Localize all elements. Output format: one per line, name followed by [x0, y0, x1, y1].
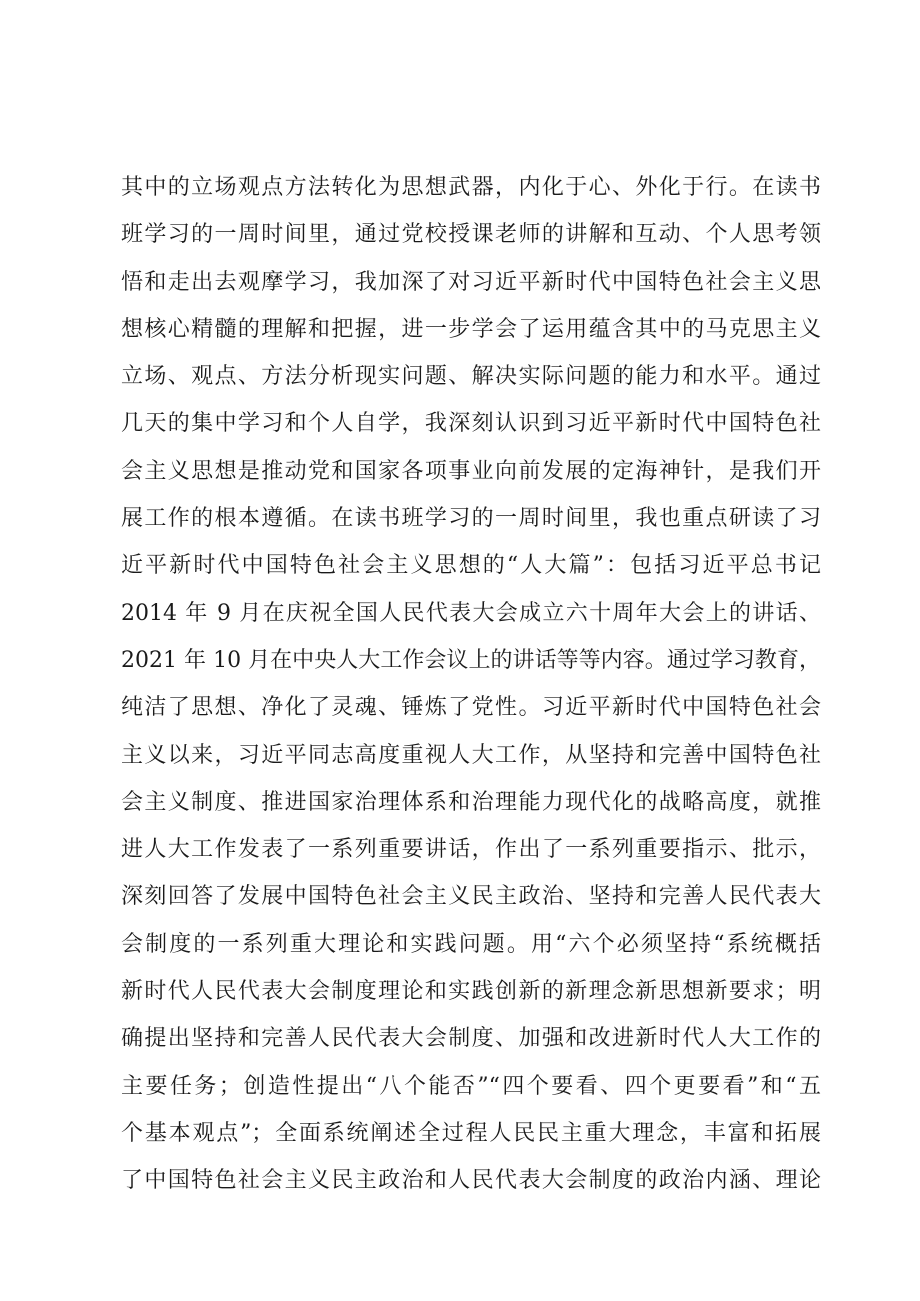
text-line: 展工作的根本遵循。在读书班学习的一周时间里，我也重点研读了习	[121, 506, 821, 532]
text-line: 会制度的一系列重大理论和实践问题。用“六个必须坚持“系统概括	[121, 931, 821, 957]
text-line: 立场、观点、方法分析现实问题、解决实际问题的能力和水平。通过	[121, 364, 821, 390]
text-line: 其中的立场观点方法转化为思想武器，内化于心、外化于行。在读书	[121, 175, 821, 200]
text-line: 确提出坚持和完善人民代表大会制度、加强和改进新时代人大工作的	[121, 1026, 821, 1052]
text-line: 会主义制度、推进国家治理体系和治理能力现代化的战略高度，就推	[121, 789, 821, 815]
text-line: 2021 年 10 月在中央人大工作会议上的讲话等等内容。通过学习教育，	[121, 647, 821, 673]
text-line: 了中国特色社会主义民主政治和人民代表大会制度的政治内涵、理论	[121, 1168, 821, 1194]
text-line: 主要任务；创造性提出“八个能否”“四个要看、四个更要看”和“五	[121, 1073, 821, 1099]
text-line: 近平新时代中国特色社会主义思想的“人大篇”：包括习近平总书记	[121, 553, 821, 579]
text-line: 会主义思想是推动党和国家各项事业向前发展的定海神针，是我们开	[121, 458, 821, 484]
body-text	[121, 164, 821, 1205]
text-line: 主义以来，习近平同志高度重视人大工作，从坚持和完善中国特色社	[121, 742, 821, 768]
text-line: 深刻回答了发展中国特色社会主义民主政治、坚持和完善人民代表大	[121, 884, 821, 910]
text-line: 几天的集中学习和个人自学，我深刻认识到习近平新时代中国特色社	[121, 411, 821, 437]
text-line: 新时代人民代表大会制度理论和实践创新的新理念新思想新要求；明	[121, 979, 821, 1005]
text-line: 纯洁了思想、净化了灵魂、锤炼了党性。习近平新时代中国特色社会	[121, 695, 821, 721]
text-line: 2014 年 9 月在庆祝全国人民代表大会成立六十周年大会上的讲话、	[121, 600, 821, 626]
text-line: 悟和走出去观摩学习，我加深了对习近平新时代中国特色社会主义思	[121, 269, 821, 295]
text-line: 想核心精髓的理解和把握，进一步学会了运用蕴含其中的马克思主义	[121, 316, 821, 342]
text-line: 个基本观点”；全面系统阐述全过程人民民主重大理念，丰富和拓展	[121, 1120, 821, 1146]
text-line: 进人大工作发表了一系列重要讲话，作出了一系列重要指示、批示，	[121, 837, 821, 863]
text-line: 班学习的一周时间里，通过党校授课老师的讲解和互动、个人思考领	[121, 222, 821, 248]
